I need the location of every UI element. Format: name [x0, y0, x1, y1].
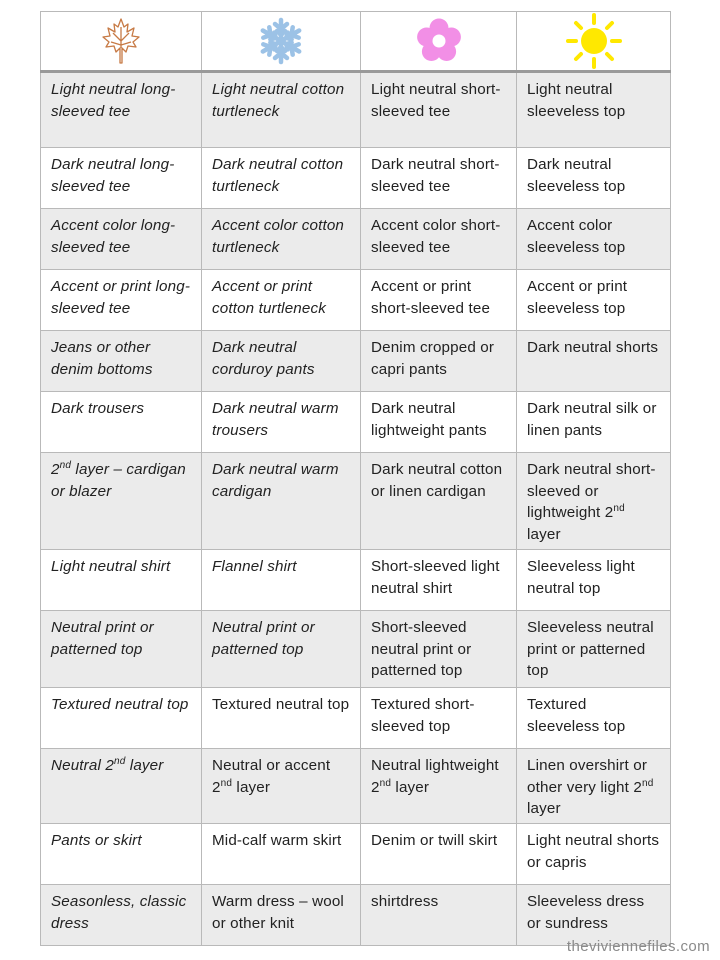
table-row [41, 209, 671, 270]
table-cell: Warm dress – wool or other knit [202, 885, 361, 946]
table-cell: Neutral 2nd layer [41, 749, 202, 824]
header-cell-autumn [41, 12, 202, 72]
table-cell: Light neutral short-sleeved tee [361, 72, 517, 148]
table-cell: Dark neutral warm trousers [202, 392, 361, 453]
header-cell-spring [361, 12, 517, 72]
table-row [41, 688, 671, 749]
table-cell: Dark trousers [41, 392, 202, 453]
table-cell: Neutral print or patterned top [202, 611, 361, 688]
table-cell: Flannel shirt [202, 550, 361, 611]
table-cell: Accent color long-sleeved tee [41, 209, 202, 270]
table-row [41, 148, 671, 209]
table-cell: Seasonless, classic dress [41, 885, 202, 946]
table-cell: Light neutral shirt [41, 550, 202, 611]
table-cell: Accent or print sleeveless top [517, 270, 671, 331]
table-cell: Dark neutral short-sleeved or lightweight 2nd layer [517, 453, 671, 550]
table-cell: Light neutral cotton turtleneck [202, 72, 361, 148]
table-cell: Dark neutral silk or linen pants [517, 392, 671, 453]
header-cell-winter [202, 12, 361, 72]
table-cell: Light neutral sleeveless top [517, 72, 671, 148]
table-row [41, 453, 671, 550]
table-cell: Light neutral shorts or capris [517, 824, 671, 885]
table-row [41, 885, 671, 946]
table-cell: Dark neutral short-sleeved tee [361, 148, 517, 209]
table-row [41, 72, 671, 148]
table-row [41, 749, 671, 824]
table-cell: 2nd layer – cardigan or blazer [41, 453, 202, 550]
table-cell: Accent or print long-sleeved tee [41, 270, 202, 331]
watermark: theviviennefiles.com [566, 938, 710, 955]
table-cell: Dark neutral sleeveless top [517, 148, 671, 209]
table-cell: Sleeveless neutral print or patterned top [517, 611, 671, 688]
table-cell: shirtdress [361, 885, 517, 946]
table-cell: Accent color short-sleeved tee [361, 209, 517, 270]
table-cell: Denim or twill skirt [361, 824, 517, 885]
table-cell: Light neutral long-sleeved tee [41, 72, 202, 148]
wardrobe-table-body [41, 12, 671, 946]
table-row [41, 270, 671, 331]
table-cell: Short-sleeved light neutral shirt [361, 550, 517, 611]
table-row [41, 331, 671, 392]
table-cell: Dark neutral long-sleeved tee [41, 148, 202, 209]
table-cell: Accent color cotton turtleneck [202, 209, 361, 270]
table-cell: Dark neutral shorts [517, 331, 671, 392]
maple-leaf-icon [41, 17, 201, 65]
table-cell: Dark neutral lightweight pants [361, 392, 517, 453]
table-cell: Dark neutral corduroy pants [202, 331, 361, 392]
table-cell: Textured short-sleeved top [361, 688, 517, 749]
table-cell: Neutral lightweight 2nd layer [361, 749, 517, 824]
table-cell: Short-sleeved neutral print or patterned top [361, 611, 517, 688]
table-cell: Jeans or other denim bottoms [41, 331, 202, 392]
table-cell: Sleeveless dress or sundress [517, 885, 671, 946]
table-cell: Accent color sleeveless top [517, 209, 671, 270]
table-cell: Mid-calf warm skirt [202, 824, 361, 885]
table-cell: Sleeveless light neutral top [517, 550, 671, 611]
table-row [41, 550, 671, 611]
table-row [41, 611, 671, 688]
table-cell: Denim cropped or capri pants [361, 331, 517, 392]
wardrobe-table [40, 11, 671, 946]
table-cell: Dark neutral cotton turtleneck [202, 148, 361, 209]
header-cell-summer [517, 12, 671, 72]
table-row [41, 824, 671, 885]
snowflake-icon [202, 16, 360, 66]
sun-icon [517, 13, 670, 69]
table-cell: Neutral or accent 2nd layer [202, 749, 361, 824]
table-cell: Accent or print short-sleeved tee [361, 270, 517, 331]
table-cell: Pants or skirt [41, 824, 202, 885]
table-cell: Linen overshirt or other very light 2nd layer [517, 749, 671, 824]
table-cell: Dark neutral cotton or linen cardigan [361, 453, 517, 550]
table-cell: Textured neutral top [41, 688, 202, 749]
table-cell: Textured sleeveless top [517, 688, 671, 749]
season-header-row [41, 12, 671, 72]
table-row [41, 392, 671, 453]
flower-icon [361, 16, 516, 66]
table-cell: Accent or print cotton turtleneck [202, 270, 361, 331]
table-cell: Neutral print or patterned top [41, 611, 202, 688]
table-cell: Dark neutral warm cardigan [202, 453, 361, 550]
table-cell: Textured neutral top [202, 688, 361, 749]
